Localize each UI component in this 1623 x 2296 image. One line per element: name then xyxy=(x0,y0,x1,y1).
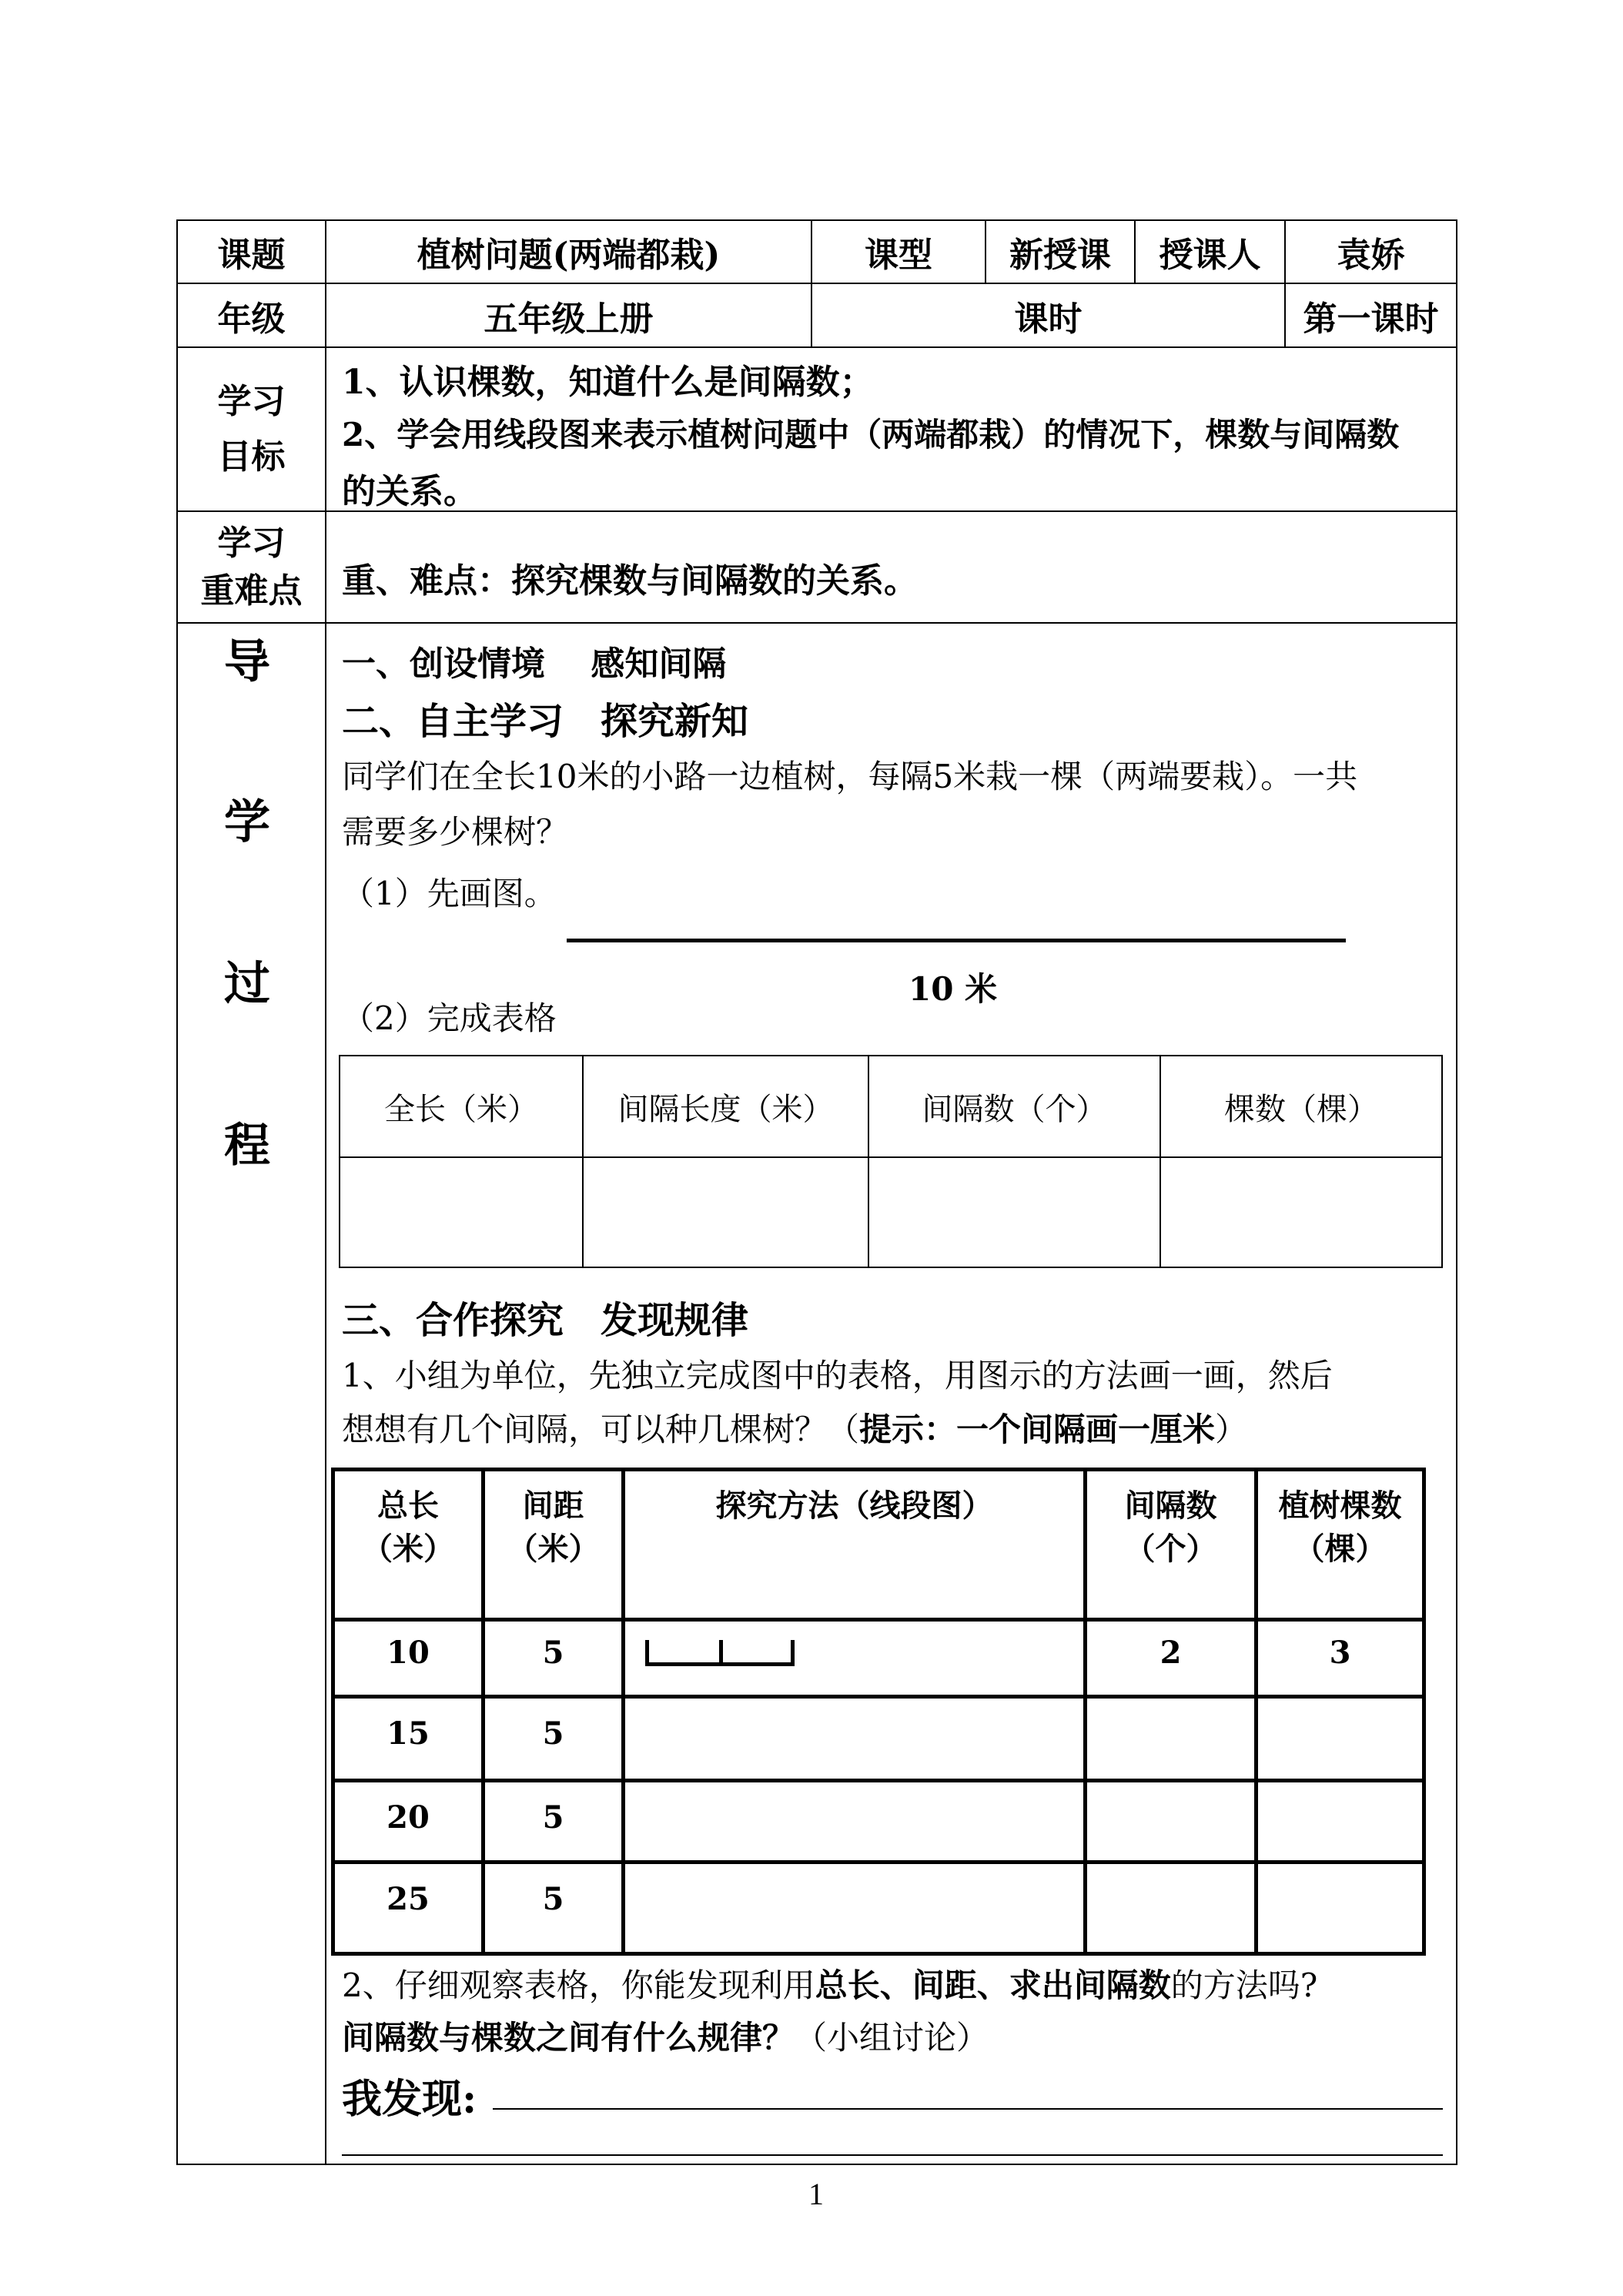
table1-header-tree-count: 棵数（棵） xyxy=(1224,1091,1378,1127)
task-1-line-1: 1、小组为单位，先独立完成图中的表格，用图示的方法画一画，然后 xyxy=(342,1357,1333,1394)
table2-header-trees-l1: 植树棵数 xyxy=(1278,1488,1402,1524)
objectives-label xyxy=(178,348,325,510)
keypoints-text: 重、难点：探究棵数与间隔数的关系。 xyxy=(342,561,918,601)
row-divider-2 xyxy=(176,346,1457,348)
task-1-line-2 xyxy=(342,1404,1247,1451)
drawing-line-label: 10 米 xyxy=(909,970,998,1008)
objective-1: 1、认识棵数，知道什么是间隔数； xyxy=(342,363,874,402)
task-1-line-2-c: ） xyxy=(1215,1411,1248,1448)
table2-row4-gap: 5 xyxy=(542,1880,564,1917)
table2-row3-intervals[interactable] xyxy=(1087,1782,1254,1860)
table2-row4-total: 25 xyxy=(387,1880,430,1917)
table2-header-method-l1: 探究方法（线段图） xyxy=(715,1488,993,1524)
table2-row1-total: 10 xyxy=(387,1634,430,1671)
drawing-line xyxy=(567,939,1346,942)
task-1-hint: 提示：一个间隔画一厘米 xyxy=(859,1411,1216,1448)
table2-header-total-l1: 总长 xyxy=(377,1488,439,1524)
teacher-value: 袁娇 xyxy=(1337,236,1405,275)
segment-tick-start xyxy=(645,1640,649,1666)
table2-row1-intervals: 2 xyxy=(1160,1634,1182,1671)
task-2-line-1 xyxy=(342,1960,1317,2006)
table2-header-trees xyxy=(1258,1484,1422,1571)
task-2-line-2-question: 间隔数与棵数之间有什么规律？ xyxy=(342,2019,795,2057)
table2-top xyxy=(331,1468,1426,1471)
table2-row3-total: 20 xyxy=(387,1799,430,1836)
table2-header-trees-l2: （棵） xyxy=(1293,1531,1387,1567)
table2-header-intervals-l1: 间隔数 xyxy=(1124,1488,1217,1524)
table2-header-intervals-l2: （个） xyxy=(1124,1531,1217,1567)
segment-tick-end xyxy=(791,1640,795,1666)
table2-header-gap-l1: 间距 xyxy=(522,1488,584,1524)
process-char-2: 学 xyxy=(224,795,270,849)
table2-row3-method-input[interactable] xyxy=(625,1782,1083,1860)
type-label: 课型 xyxy=(865,236,932,275)
table2-row1-segment-diagram xyxy=(645,1640,799,1668)
table2-row3-trees[interactable] xyxy=(1258,1782,1422,1860)
table1-input-interval-count[interactable] xyxy=(869,1158,1160,1267)
table2-row3-gap: 5 xyxy=(542,1799,564,1836)
table2-v5 xyxy=(1422,1468,1426,1956)
table2-header-intervals xyxy=(1087,1484,1254,1571)
problem-line-1: 同学们在全长10米的小路一边植树，每隔5米栽一棵（两端要栽）。一共 xyxy=(342,758,1358,795)
grade-label: 年级 xyxy=(217,299,286,339)
topic-value: 植树问题(两端都栽) xyxy=(417,236,721,275)
task-2-a: 2、仔细观察表格，你能发现利用 xyxy=(342,1966,815,2004)
table2-row2-method-input[interactable] xyxy=(625,1699,1083,1779)
frame-bottom xyxy=(176,2164,1457,2165)
table1-v4 xyxy=(1441,1055,1443,1268)
topic-label: 课题 xyxy=(217,236,286,275)
table2-row1-trees: 3 xyxy=(1329,1634,1351,1671)
discover-answer-line-1[interactable] xyxy=(493,2108,1443,2110)
table1-header-interval-length: 间隔长度（米） xyxy=(617,1091,834,1127)
section-1-title: 一、创设情境 感知间隔 xyxy=(342,644,727,684)
table2-header-method xyxy=(625,1484,1083,1528)
process-char-3: 过 xyxy=(224,957,270,1011)
keypoints-label-line1: 学习 xyxy=(217,523,286,563)
table2-row2-gap: 5 xyxy=(542,1715,564,1752)
table1-header-total: 全长（米） xyxy=(384,1091,538,1127)
keypoints-label xyxy=(178,512,325,622)
task-2-line-2 xyxy=(342,2013,989,2059)
step-1: （1）先画图。 xyxy=(342,875,557,912)
table2-header-total xyxy=(335,1484,481,1571)
label-column-divider xyxy=(325,219,326,2165)
table2-row2-intervals[interactable] xyxy=(1087,1699,1254,1779)
teacher-label: 授课人 xyxy=(1159,236,1261,275)
table1-header-interval-count: 间隔数（个） xyxy=(922,1091,1107,1127)
table2-row2-total: 15 xyxy=(387,1715,430,1752)
segment-tick-mid xyxy=(719,1640,723,1666)
discover-answer-line-2[interactable] xyxy=(342,2154,1443,2156)
grade-value: 五年级上册 xyxy=(484,299,654,339)
table2-row1-gap: 5 xyxy=(542,1634,564,1671)
table2-row2-trees[interactable] xyxy=(1258,1699,1422,1779)
objective-2: 2、学会用线段图来表示植树问题中（两端都栽）的情况下，棵数与间隔数 xyxy=(342,416,1400,454)
task-2-line-2-note: （小组讨论） xyxy=(795,2019,989,2057)
problem-line-2: 需要多少棵树？ xyxy=(342,813,569,851)
type-value: 新授课 xyxy=(1009,236,1111,275)
objective-3: 的关系。 xyxy=(342,472,477,511)
process-char-1: 导 xyxy=(224,635,270,689)
table1-bottom xyxy=(339,1267,1443,1268)
table2-row4-method-input[interactable] xyxy=(625,1864,1083,1952)
period-value: 第一课时 xyxy=(1303,299,1439,339)
row-divider-4 xyxy=(176,622,1457,624)
table2-header-total-l2: （米） xyxy=(362,1531,454,1567)
step-2: （2）完成表格 xyxy=(342,999,557,1037)
table2-header-gap-l2: （米） xyxy=(507,1531,600,1567)
table1-input-tree-count[interactable] xyxy=(1161,1158,1441,1267)
period-label: 课时 xyxy=(1014,299,1083,339)
table2-header-gap xyxy=(485,1484,621,1571)
task-2-emphasis: 总长、间距、求出间隔数 xyxy=(815,1966,1171,2004)
table2-row4-intervals[interactable] xyxy=(1087,1864,1254,1952)
discover-label: 我发现: xyxy=(342,2076,477,2123)
keypoints-label-line2: 重难点 xyxy=(200,571,303,611)
table1-input-total[interactable] xyxy=(340,1158,582,1267)
objectives-label-line1: 学习 xyxy=(217,381,286,421)
task-2-c: 的方法吗? xyxy=(1170,1966,1318,2004)
objectives-label-line2: 目标 xyxy=(217,437,286,477)
table1-input-interval-length[interactable] xyxy=(584,1158,868,1267)
table2-bottom xyxy=(331,1952,1426,1956)
table2-row4-trees[interactable] xyxy=(1258,1864,1422,1952)
page-number: 1 xyxy=(808,2177,824,2211)
task-1-line-2-a: 想想有几个间隔，可以种几棵树？（ xyxy=(342,1411,860,1448)
process-char-4: 程 xyxy=(224,1119,270,1173)
section-3-title: 三、合作探究 发现规律 xyxy=(342,1299,749,1342)
section-2-title: 二、自主学习 探究新知 xyxy=(342,700,749,743)
